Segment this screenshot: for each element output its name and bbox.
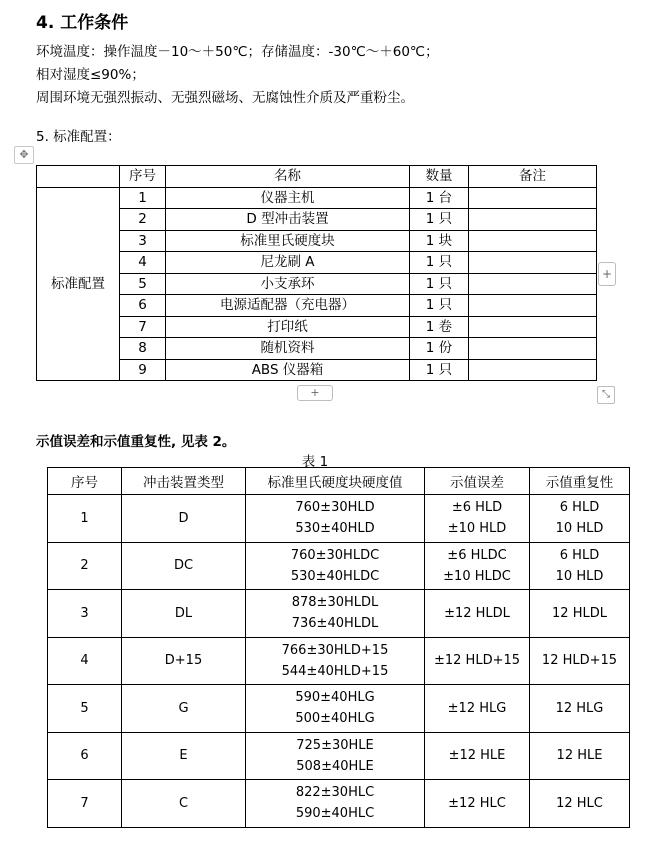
ref-line: 508±40HLE xyxy=(296,758,374,774)
cell-name: 小支承环 xyxy=(166,273,410,295)
cell-rep xyxy=(530,590,630,638)
ref-line: 590±40HLG xyxy=(295,690,375,706)
cell-err xyxy=(425,495,530,543)
cell-no: 7 xyxy=(120,316,166,338)
cell-name: 仪器主机 xyxy=(166,187,410,209)
table-row xyxy=(48,542,630,590)
cell-rep xyxy=(530,637,630,685)
cell-no: 1 xyxy=(120,187,166,209)
header-error: 示值误差 xyxy=(425,468,530,495)
cell-no: 6 xyxy=(120,295,166,317)
section-4-heading: 4. 工作条件 xyxy=(36,13,129,33)
err-line: ±6 HLDC xyxy=(447,547,507,563)
cell-rep xyxy=(530,542,630,590)
table-row xyxy=(37,338,597,360)
header-note: 备注 xyxy=(469,166,597,188)
cell-err xyxy=(425,590,530,638)
table-row xyxy=(37,187,597,209)
rep-line: 6 HLD xyxy=(559,547,600,563)
cell-ref xyxy=(246,590,425,638)
table-row xyxy=(48,495,630,543)
cell-note xyxy=(469,252,597,274)
cell-no: 7 xyxy=(48,780,122,828)
cell-note xyxy=(469,230,597,252)
err-line: ±12 HLDL xyxy=(444,605,510,621)
cell-rep xyxy=(530,732,630,780)
cell-no: 2 xyxy=(48,542,122,590)
cell-no: 3 xyxy=(120,230,166,252)
table-row xyxy=(37,295,597,317)
add-column-button[interactable]: + xyxy=(598,262,616,286)
cell-no: 3 xyxy=(48,590,122,638)
table-row xyxy=(37,359,597,381)
table-header-row xyxy=(37,166,597,188)
cell-no: 6 xyxy=(48,732,122,780)
table-move-handle-icon[interactable]: ✥ xyxy=(14,146,34,164)
table-row xyxy=(37,209,597,231)
cell-note xyxy=(469,273,597,295)
section-5-heading: 5. 标准配置： xyxy=(36,129,121,145)
table-row xyxy=(37,273,597,295)
err-line: ±10 HLDC xyxy=(443,568,511,584)
cell-type: DC xyxy=(122,542,246,590)
cell-note xyxy=(469,316,597,338)
cell-no: 2 xyxy=(120,209,166,231)
accuracy-intro: 示值误差和示值重复性, 见表 2。 xyxy=(36,434,236,450)
rep-line: 12 HLG xyxy=(555,700,604,716)
cell-qty: 1 只 xyxy=(410,252,469,274)
cell-err xyxy=(425,542,530,590)
ref-line: 500±40HLG xyxy=(295,711,375,727)
cell-no: 4 xyxy=(48,637,122,685)
cell-err xyxy=(425,732,530,780)
empty-header-cell xyxy=(37,166,120,188)
cell-note xyxy=(469,187,597,209)
header-name: 名称 xyxy=(166,166,410,188)
temperature-line: 环境温度：操作温度－10～＋50℃；存储温度：-30℃～＋60℃； xyxy=(36,44,439,60)
cell-ref xyxy=(246,732,425,780)
cell-no: 4 xyxy=(120,252,166,274)
cell-name: 打印纸 xyxy=(166,316,410,338)
cell-ref xyxy=(246,685,425,733)
standard-config-table xyxy=(36,165,597,381)
table-row xyxy=(48,732,630,780)
cell-no: 8 xyxy=(120,338,166,360)
header-reference-block: 标准里氏硬度块硬度值 xyxy=(246,468,425,495)
err-line: ±12 HLE xyxy=(448,748,506,764)
ref-line: 544±40HLD+15 xyxy=(281,663,389,679)
accuracy-table xyxy=(47,467,630,828)
table-row xyxy=(48,637,630,685)
ref-line: 590±40HLC xyxy=(295,806,375,822)
cell-type: G xyxy=(122,685,246,733)
err-line: ±12 HLC xyxy=(448,795,506,811)
rep-line: 12 HLDL xyxy=(552,605,607,621)
group-label-cell: 标准配置 xyxy=(37,187,120,381)
cell-name: 尼龙刷 A xyxy=(166,252,410,274)
rep-line: 10 HLD xyxy=(555,521,604,537)
err-line: ±12 HLD+15 xyxy=(433,653,521,669)
cell-err xyxy=(425,685,530,733)
ref-line: 530±40HLD xyxy=(295,521,375,537)
cell-qty: 1 卷 xyxy=(410,316,469,338)
cell-qty: 1 台 xyxy=(410,187,469,209)
table-caption: 表 1 xyxy=(301,454,329,470)
ref-line: 822±30HLC xyxy=(295,785,375,801)
rep-line: 6 HLD xyxy=(559,500,600,516)
table-row xyxy=(37,252,597,274)
cell-name: ABS 仪器箱 xyxy=(166,359,410,381)
cell-name: 标准里氏硬度块 xyxy=(166,230,410,252)
err-line: ±12 HLG xyxy=(447,700,507,716)
table-row xyxy=(48,780,630,828)
header-repeatability: 示值重复性 xyxy=(530,468,630,495)
rep-line: 10 HLD xyxy=(555,568,604,584)
cell-no: 5 xyxy=(120,273,166,295)
humidity-line: 相对湿度≤90%； xyxy=(36,67,145,83)
cell-qty: 1 份 xyxy=(410,338,469,360)
cell-note xyxy=(469,295,597,317)
ref-line: 736±40HLDL xyxy=(291,616,379,632)
add-row-button[interactable]: + xyxy=(297,385,333,401)
cell-qty: 1 只 xyxy=(410,359,469,381)
cell-name: 随机资料 xyxy=(166,338,410,360)
rep-line: 12 HLD+15 xyxy=(541,653,618,669)
cell-name: D 型冲击装置 xyxy=(166,209,410,231)
cell-type: DL xyxy=(122,590,246,638)
cell-note xyxy=(469,338,597,360)
cell-type: E xyxy=(122,732,246,780)
ref-line: 878±30HLDL xyxy=(291,595,379,611)
cell-type: C xyxy=(122,780,246,828)
ref-line: 766±30HLD+15 xyxy=(281,642,389,658)
cell-type: D+15 xyxy=(122,637,246,685)
header-no: 序号 xyxy=(48,468,122,495)
cell-type: D xyxy=(122,495,246,543)
header-qty: 数量 xyxy=(410,166,469,188)
cell-rep xyxy=(530,780,630,828)
cell-no: 5 xyxy=(48,685,122,733)
ref-line: 725±30HLE xyxy=(296,737,374,753)
table-row xyxy=(37,316,597,338)
table-resize-icon[interactable]: ⤡ xyxy=(597,386,615,404)
cell-err xyxy=(425,780,530,828)
cell-ref xyxy=(246,495,425,543)
cell-no: 1 xyxy=(48,495,122,543)
ref-line: 760±30HLD xyxy=(295,500,375,516)
table-row xyxy=(48,685,630,733)
cell-name: 电源适配器（充电器） xyxy=(166,295,410,317)
cell-rep xyxy=(530,495,630,543)
cell-err xyxy=(425,637,530,685)
table-header-row xyxy=(48,468,630,495)
cell-note xyxy=(469,209,597,231)
cell-qty: 1 只 xyxy=(410,295,469,317)
ref-line: 760±30HLDC xyxy=(290,547,380,563)
cell-qty: 1 只 xyxy=(410,209,469,231)
header-no: 序号 xyxy=(120,166,166,188)
cell-no: 9 xyxy=(120,359,166,381)
ref-line: 530±40HLDC xyxy=(290,568,380,584)
err-line: ±6 HLD xyxy=(451,500,503,516)
table-row xyxy=(48,590,630,638)
cell-rep xyxy=(530,685,630,733)
rep-line: 12 HLC xyxy=(556,795,603,811)
cell-ref xyxy=(246,780,425,828)
cell-note xyxy=(469,359,597,381)
header-impact-device: 冲击装置类型 xyxy=(122,468,246,495)
table-row xyxy=(37,230,597,252)
cell-ref xyxy=(246,542,425,590)
environment-line: 周围环境无强烈振动、无强烈磁场、无腐蚀性介质及严重粉尘。 xyxy=(36,90,414,106)
cell-qty: 1 块 xyxy=(410,230,469,252)
cell-qty: 1 只 xyxy=(410,273,469,295)
cell-ref xyxy=(246,637,425,685)
rep-line: 12 HLE xyxy=(556,748,603,764)
err-line: ±10 HLD xyxy=(447,521,507,537)
